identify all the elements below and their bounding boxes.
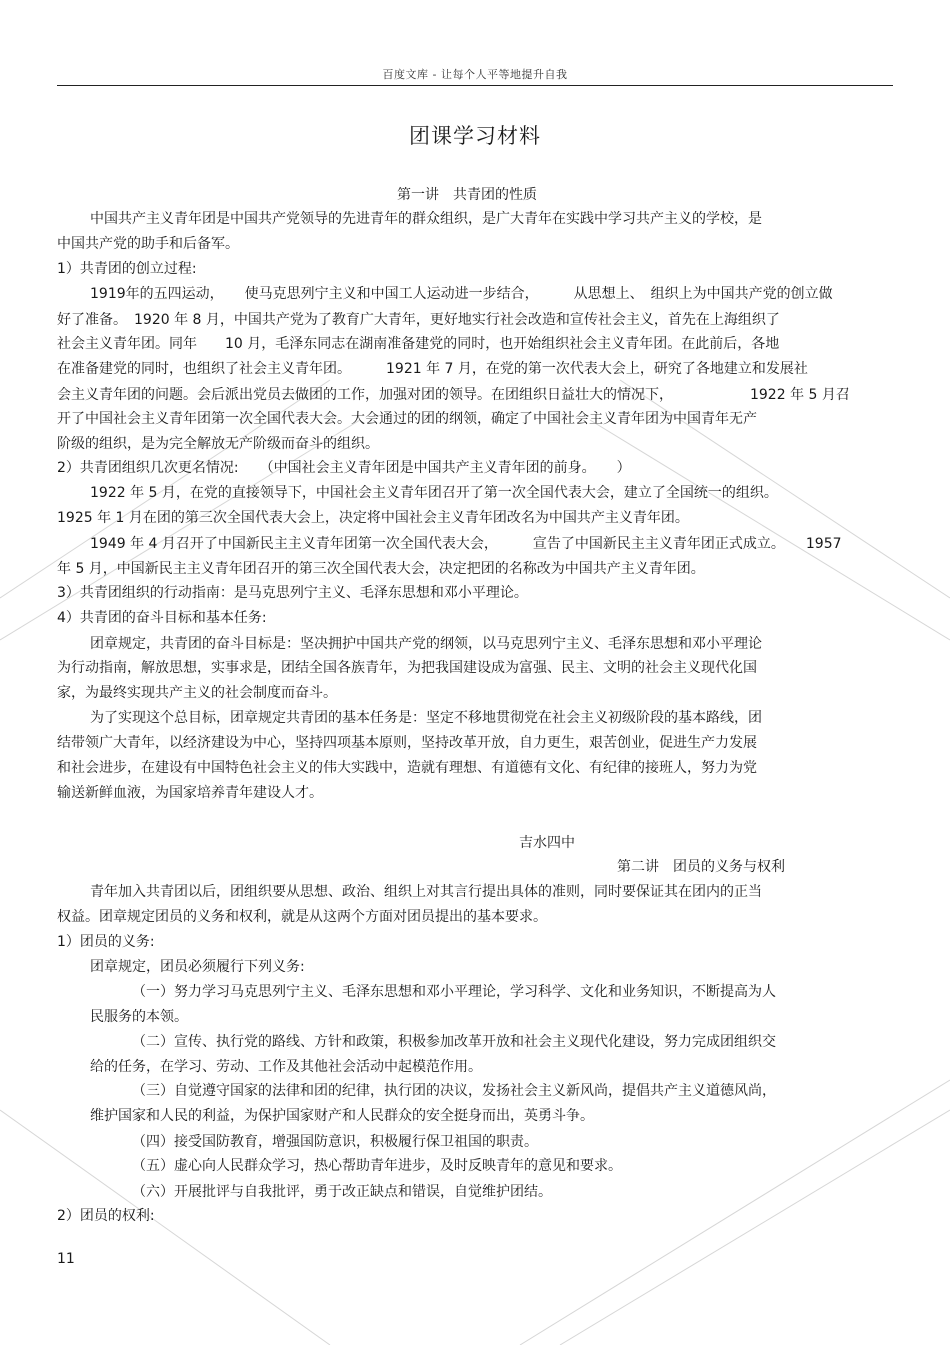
body-line: 权益。团章规定团员的义务和权利，就是从这两个方面对团员提出的基本要求。 (57, 909, 547, 925)
page-header: 百度文库 - 让每个人平等地提升自我 (382, 68, 568, 81)
body-line: 年 5 月，中国新民主主义青年团召开的第三次全国代表大会，决定把团的名称改为中国共产主义青年团。 (57, 561, 705, 577)
section-heading: 2）团员的权利: (57, 1208, 155, 1224)
duty-item: （三）自觉遵守国家的法律和团的纪律，执行团的决议，发扬社会主义新风尚，提倡共产主义道德风尚， (132, 1083, 776, 1099)
section-heading: 1）团员的义务: (57, 934, 155, 950)
duty-item: 民服务的本领。 (90, 1009, 188, 1025)
duty-item: （四）接受国防教育，增强国防意识，积极履行保卫祖国的职责。 (132, 1134, 538, 1150)
body-line: 青年加入共青团以后，团组织要从思想、政治、组织上对其言行提出具体的准则，同时要保证其在团内的正当 (90, 884, 762, 900)
section-heading: 2）共青团组织几次更名情况: （中国社会主义青年团是中国共产主义青年团的前身。 ） (57, 460, 631, 476)
body-line: 1949 年 4 月召开了中国新民主主义青年团第一次全国代表大会， 宣告了中国新民主主义青年团正式成立。 1957 (90, 536, 842, 552)
duty-item: （五）虚心向人民群众学习，热心帮助青年进步，及时反映青年的意见和要求。 (132, 1158, 622, 1174)
body-line: 好了准备。 1920 年 8 月，中国共产党为了教育广大青年，更好地实行社会改造和宣传社会主义，首先在上海组织了 (57, 312, 780, 328)
body-line: 为行动指南，解放思想，实事求是，团结全国各族青年，为把我国建设成为富强、民主、文明的社会主义现代化国 (57, 660, 757, 676)
duty-item: 维护国家和人民的利益，为保护国家财产和人民群众的安全挺身而出，英勇斗争。 (90, 1108, 594, 1124)
body-line: 输送新鲜血液，为国家培养青年建设人才。 (57, 785, 323, 801)
school-name: 吉水四中 (519, 835, 575, 851)
body-line: 1925 年 1 月在团的第三次全国代表大会上，决定将中国社会主义青年团改名为中国共产主义青年团。 (57, 510, 689, 526)
intro-line: 中国共产党的助手和后备军。 (57, 236, 239, 252)
duty-item: （六）开展批评与自我批评，勇于改正缺点和错误，自觉维护团结。 (132, 1184, 552, 1200)
body-line: 在准备建党的同时，也组织了社会主义青年团。 1921 年 7 月，在党的第一次代表大会上，研究了各地建立和发展社 (57, 361, 808, 377)
lecture-2-title: 第二讲 团员的义务与权利 (617, 859, 785, 875)
body-line: 团章规定，团员必须履行下列义务: (90, 959, 305, 975)
lecture-1-title: 第一讲 共青团的性质 (397, 187, 537, 203)
header-rule (57, 85, 893, 86)
body-line: 社会主义青年团。同年 10 月，毛泽东同志在湖南准备建党的同时，也开始组织社会主义青年团。在此前后，各地 (57, 336, 780, 352)
duty-item: （一）努力学习马克思列宁主义、毛泽东思想和邓小平理论，学习科学、文化和业务知识，不断提高为人 (132, 984, 776, 1000)
body-line: 开了中国社会主义青年团第一次全国代表大会。大会通过的团的纲领，确定了中国社会主义青年团为中国青年无产 (57, 411, 757, 427)
section-heading: 4）共青团的奋斗目标和基本任务: (57, 610, 267, 626)
body-line: 和社会进步，在建设有中国特色社会主义的伟大实践中，造就有理想、有道德有文化、有纪律的接班人，努力为党 (57, 760, 757, 776)
body-line: 阶级的组织，是为完全解放无产阶级而奋斗的组织。 (57, 436, 379, 452)
duty-item: （二）宣传、执行党的路线、方针和政策，积极参加改革开放和社会主义现代化建设，努力完成团组织交 (132, 1034, 776, 1050)
body-line: 结带领广大青年，以经济建设为中心，坚持四项基本原则，坚持改革开放，自力更生，艰苦创业，促进生产力发展 (57, 735, 757, 751)
body-line: 团章规定，共青团的奋斗目标是：坚决拥护中国共产党的纲领，以马克思列宁主义、毛泽东思想和邓小平理论 (90, 636, 762, 652)
duty-item: 给的任务，在学习、劳动、工作及其他社会活动中起模范作用。 (90, 1059, 482, 1075)
document-title: 团课学习材料 (409, 124, 541, 148)
body-line: 1919年的五四运动， 使马克思列宁主义和中国工人运动进一步结合， 从思想上、 组织上为中国共产党的创立做 (90, 286, 833, 302)
body-line: 1922 年 5 月，在党的直接领导下，中国社会主义青年团召开了第一次全国代表大会，建立了全国统一的组织。 (90, 485, 778, 501)
page-number: 11 (57, 1251, 75, 1267)
body-line: 为了实现这个总目标，团章规定共青团的基本任务是：坚定不移地贯彻党在社会主义初级阶段的基本路线，团 (90, 710, 762, 726)
section-heading: 3）共青团组织的行动指南：是马克思列宁主义、毛泽东思想和邓小平理论。 (57, 585, 528, 601)
body-line: 家，为最终实现共产主义的社会制度而奋斗。 (57, 685, 337, 701)
intro-line: 中国共产主义青年团是中国共产党领导的先进青年的群众组织，是广大青年在实践中学习共产主义的学校，是 (90, 211, 762, 227)
section-heading: 1）共青团的创立过程: (57, 261, 197, 277)
body-line: 会主义青年团的问题。会后派出党员去做团的工作，加强对团的领导。在团组织日益壮大的情况下， 1922 年 5 月召 (57, 387, 850, 403)
